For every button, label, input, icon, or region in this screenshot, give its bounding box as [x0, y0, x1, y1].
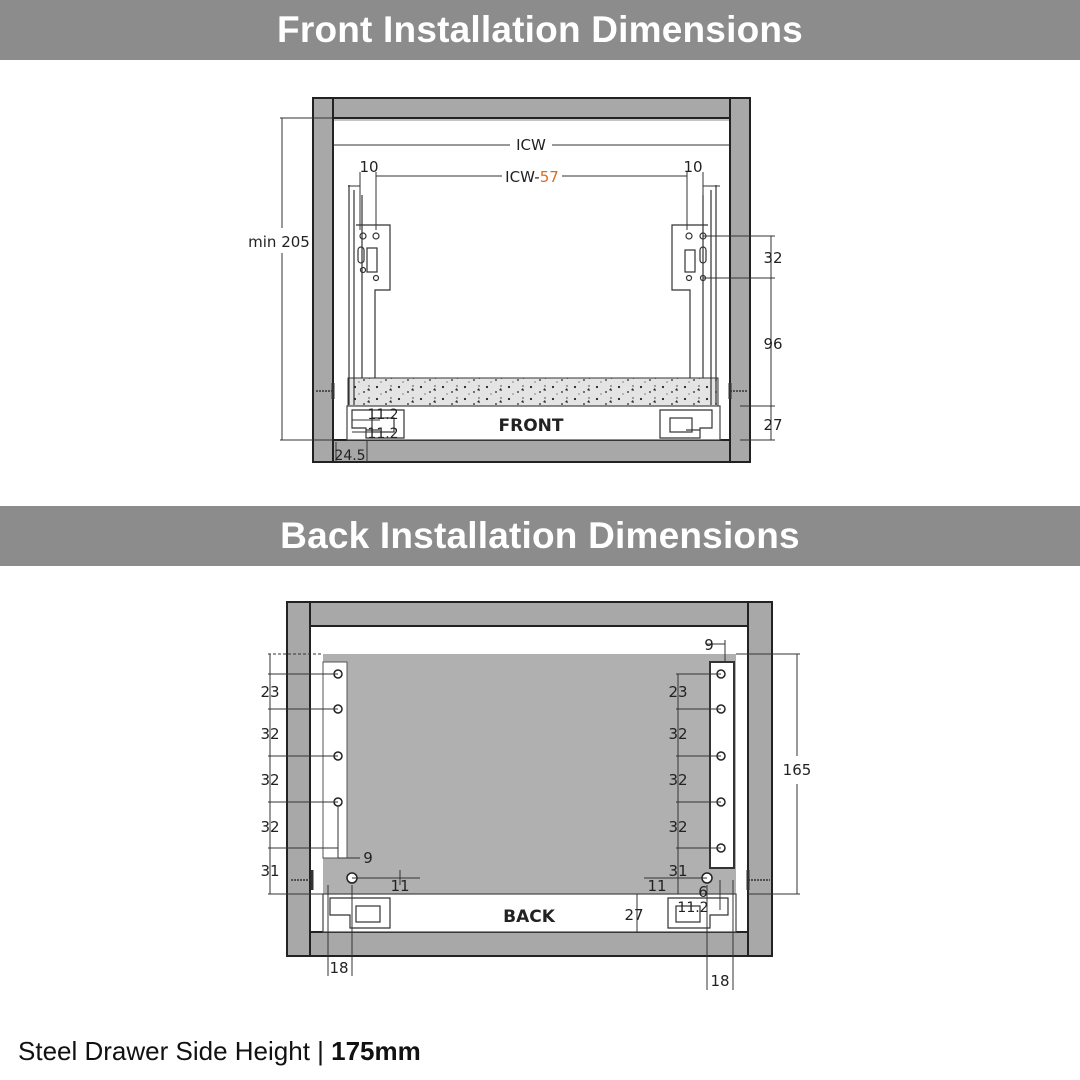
back-right-dim-32b: 32	[668, 771, 688, 789]
front-dim-icw: ICW	[516, 136, 546, 154]
back-bottom-panel	[310, 932, 748, 956]
back-right-dim-31: 31	[668, 862, 688, 880]
back-right-dim-18: 18	[710, 972, 730, 990]
back-right-dim-32c: 32	[668, 818, 688, 836]
back-right-dim-32a: 32	[668, 725, 688, 743]
back-left-dim-9: 9	[363, 849, 373, 867]
back-label: BACK	[503, 907, 555, 927]
back-right-dim-6: 6	[698, 883, 708, 901]
back-left-dim-32c: 32	[260, 818, 280, 836]
front-dim-icw57	[505, 168, 559, 186]
back-left-dim-11: 11	[390, 877, 410, 895]
back-right-dim-23: 23	[668, 683, 688, 701]
back-left-panel	[287, 602, 310, 956]
back-right-dim-27: 27	[624, 906, 644, 924]
back-left-dim-32a: 32	[260, 725, 280, 743]
front-bottom-panel	[333, 440, 730, 462]
front-dim-24-5: 24.5	[334, 448, 366, 464]
footer-caption	[18, 1036, 421, 1067]
front-dim-11-2-lower: 11.2	[367, 426, 399, 442]
front-dim-11-2-upper: 11.2	[367, 407, 399, 423]
footer-value: 175mm	[331, 1036, 421, 1066]
back-left-bracket	[323, 662, 347, 858]
front-dim-icw57-value: 57	[539, 168, 559, 186]
back-right-bracket	[710, 662, 734, 868]
back-left-dim-31: 31	[260, 862, 280, 880]
back-left-dim-18: 18	[329, 959, 349, 977]
front-dim-icw57-prefix: ICW-	[505, 168, 540, 186]
back-section-title: Back Installation Dimensions	[280, 515, 800, 556]
front-dim-32: 32	[763, 249, 783, 267]
back-left-dim-32b: 32	[260, 771, 280, 789]
front-dim-96: 96	[763, 335, 783, 353]
back-right-dim-11-2: 11.2	[677, 900, 709, 916]
front-left-bracket	[349, 185, 390, 405]
front-dim-min205: min 205	[248, 233, 310, 251]
front-right-panel	[730, 98, 750, 462]
front-label: FRONT	[498, 416, 564, 436]
back-left-dim-23: 23	[260, 683, 280, 701]
front-dim-27: 27	[763, 416, 783, 434]
back-right-panel	[748, 602, 772, 956]
back-right-dim-11: 11	[647, 877, 667, 895]
front-top-panel	[333, 98, 730, 118]
back-right-dim-9: 9	[704, 636, 714, 654]
front-drawer-bottom	[348, 378, 718, 406]
back-right-dim-165: 165	[782, 761, 812, 779]
front-dim-right-10: 10	[683, 158, 703, 176]
front-left-panel	[313, 98, 333, 462]
front-section-title: Front Installation Dimensions	[277, 9, 803, 50]
front-dim-left-10: 10	[359, 158, 379, 176]
front-right-bracket	[672, 185, 716, 405]
footer-prefix: Steel Drawer Side Height |	[18, 1036, 332, 1066]
front-diagram	[248, 98, 782, 464]
back-top-panel	[310, 602, 748, 626]
back-diagram	[260, 602, 811, 990]
